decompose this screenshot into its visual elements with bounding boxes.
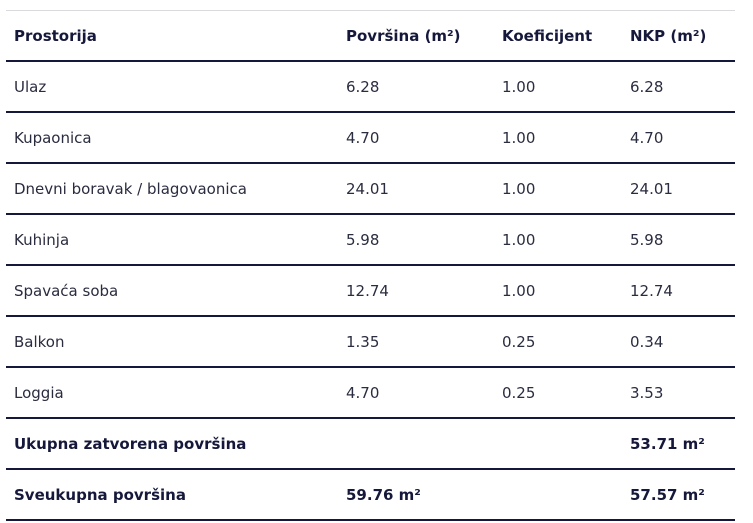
- room-coefficient: 1.00: [502, 179, 536, 198]
- header-coefficient: Koeficijent: [502, 26, 593, 45]
- room-area: 6.28: [346, 77, 380, 96]
- room-nkp: 3.53: [630, 383, 664, 402]
- room-nkp: 24.01: [630, 179, 673, 198]
- room-name: Loggia: [14, 383, 64, 402]
- total-nkp: 53.71 m²: [630, 434, 705, 453]
- total-nkp: 57.57 m²: [630, 485, 705, 504]
- room-coefficient: 1.00: [502, 77, 536, 96]
- room-area-table: [6, 10, 735, 521]
- table-row: [6, 367, 735, 418]
- room-coefficient: 1.00: [502, 281, 536, 300]
- table-row: [6, 163, 735, 214]
- room-area: 5.98: [346, 230, 380, 249]
- header-nkp: NKP (m²): [630, 26, 707, 45]
- room-coefficient: 1.00: [502, 128, 536, 147]
- room-coefficient: 0.25: [502, 383, 536, 402]
- total-area: [338, 418, 494, 469]
- total-label: Sveukupna površina: [14, 485, 186, 504]
- total-coefficient: [494, 469, 622, 520]
- room-area: 12.74: [346, 281, 389, 300]
- room-nkp: 0.34: [630, 332, 664, 351]
- room-name: Spavaća soba: [14, 281, 119, 300]
- room-area: 24.01: [346, 179, 389, 198]
- room-name: Ulaz: [14, 77, 47, 96]
- table-row: [6, 265, 735, 316]
- table-row: [6, 112, 735, 163]
- closed-area-total-row: [6, 418, 735, 469]
- table-row: [6, 316, 735, 367]
- header-room: Prostorija: [14, 26, 97, 45]
- total-label: Ukupna zatvorena površina: [14, 434, 247, 453]
- room-nkp: 12.74: [630, 281, 673, 300]
- room-coefficient: 1.00: [502, 230, 536, 249]
- total-area: 59.76 m²: [346, 485, 421, 504]
- total-coefficient: [494, 418, 622, 469]
- table-row: [6, 61, 735, 112]
- table-header-row: [6, 11, 735, 62]
- room-area: 1.35: [346, 332, 380, 351]
- grand-total-row: [6, 469, 735, 520]
- room-name: Kuhinja: [14, 230, 70, 249]
- room-nkp: 6.28: [630, 77, 664, 96]
- table-row: [6, 214, 735, 265]
- room-nkp: 5.98: [630, 230, 664, 249]
- room-name: Balkon: [14, 332, 65, 351]
- room-area: 4.70: [346, 383, 380, 402]
- room-name: Dnevni boravak / blagovaonica: [14, 179, 247, 198]
- room-coefficient: 0.25: [502, 332, 536, 351]
- room-nkp: 4.70: [630, 128, 664, 147]
- room-name: Kupaonica: [14, 128, 92, 147]
- room-area: 4.70: [346, 128, 380, 147]
- header-area: Površina (m²): [346, 26, 461, 45]
